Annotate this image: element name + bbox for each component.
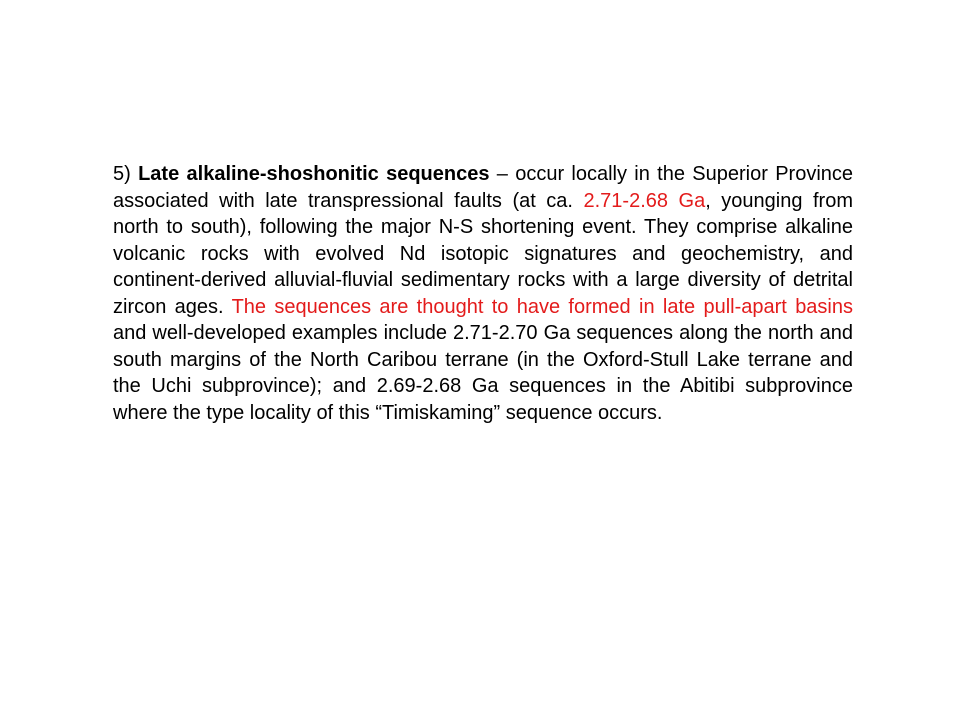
description-text: – occur locally in the Superior Province associated with late transpressional faults (at ca. — [113, 163, 854, 212]
heading-term: Late alkaline-shoshonitic sequences — [138, 163, 490, 185]
item-number: 5) — [113, 163, 139, 185]
body-paragraph — [113, 161, 853, 426]
highlighted-statement: The sequences are thought to have formed in late pull-apart basins — [231, 295, 854, 318]
closing-text: and well-developed examples include 2.71-2.70 Ga sequences along the north and south margins of the North Caribou terrane (in the Oxford-Stull Lake terrane and the Uchi subprovince); and 2.69-2.68 Ga sequences in the Abitibi subprovince where the type locality of this “Timiskaming” sequence occurs. — [113, 322, 853, 424]
description-continued: , younging from north to south), following the major N-S shortening event. They comprise alkaline volcanic rocks with evolved Nd isotopic signatures and geochemistry, and continent-derived alluvial-fluvial sedimentary rocks with a large diversity of detrital zircon ages. — [113, 189, 853, 318]
highlighted-age: 2.71-2.68 Ga — [583, 189, 706, 212]
